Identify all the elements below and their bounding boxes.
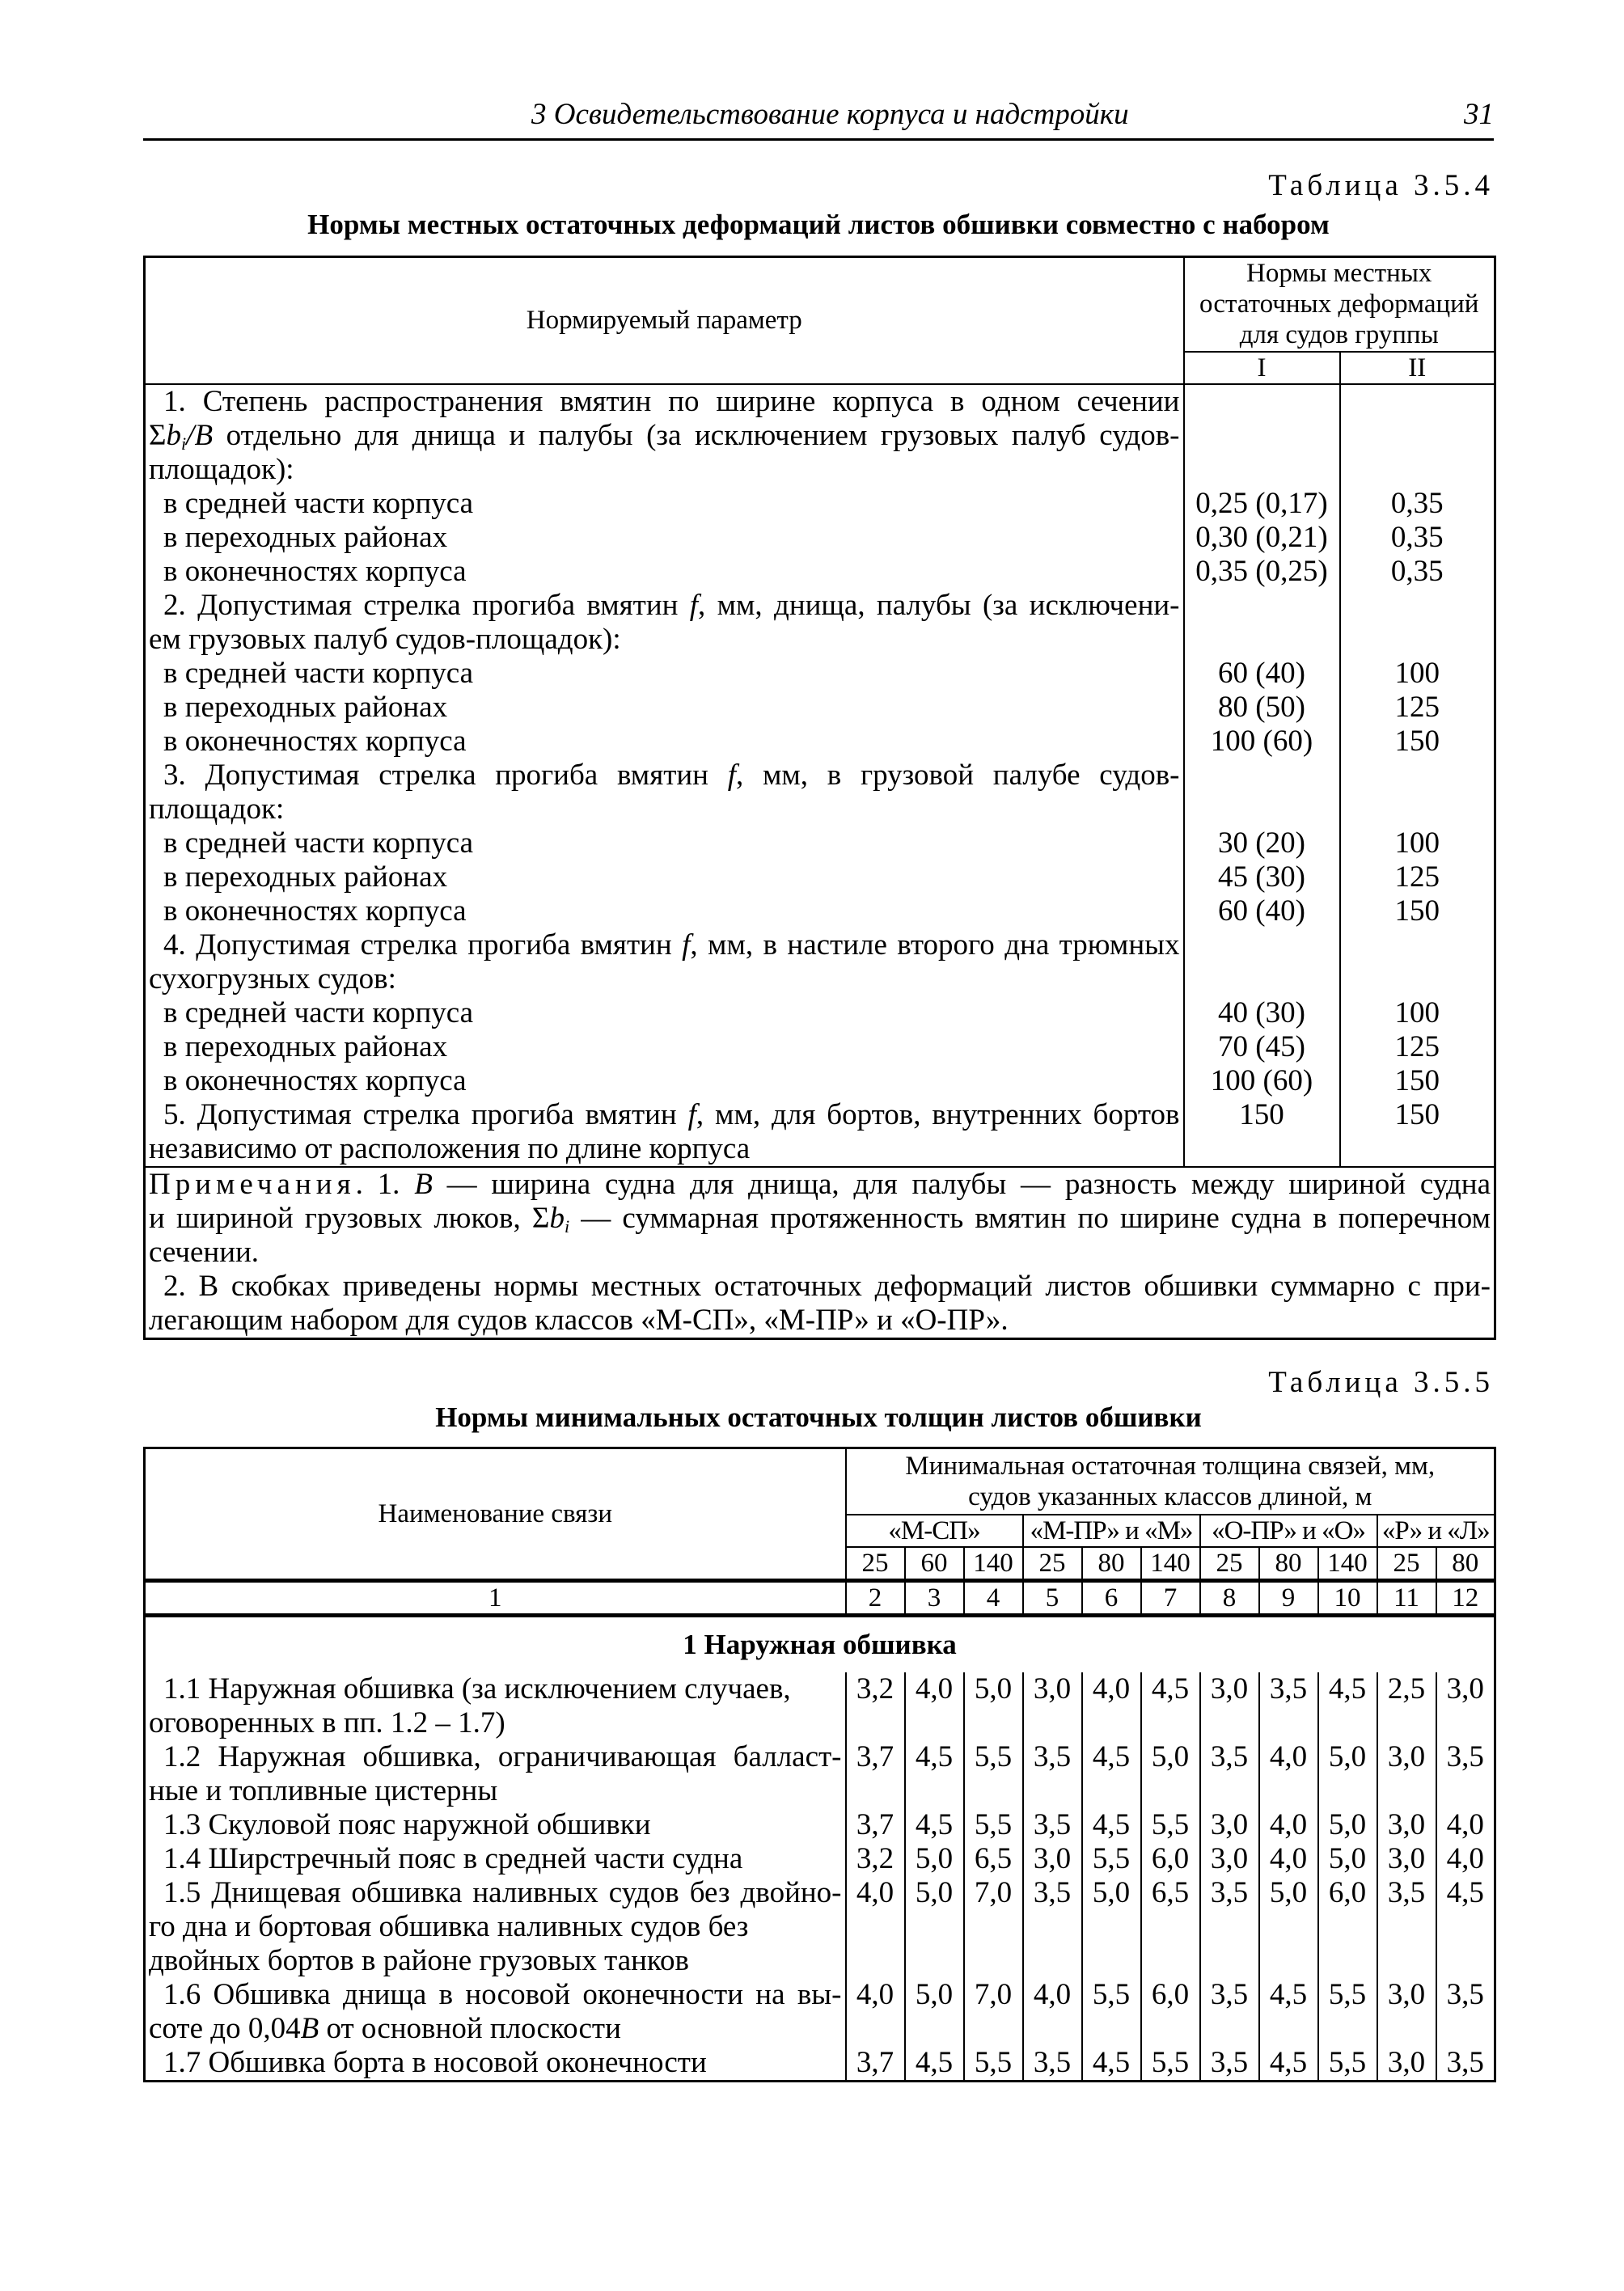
param-text: в оконечностях корпуса (163, 894, 467, 928)
group-1-value: 30 (20) (1184, 826, 1340, 860)
param-text: ем грузовых палуб судов-площадок): (149, 622, 621, 656)
thickness-value: 3,0 (1023, 1842, 1082, 1876)
thickness-value: 5,0 (1318, 1842, 1377, 1876)
table-row (145, 555, 1495, 589)
column-number: 3 (905, 1580, 964, 1615)
header-group-1: I (1184, 352, 1340, 384)
thickness-value: 3,5 (1023, 1740, 1082, 1808)
column-number: 1 (145, 1580, 846, 1615)
note-line: сечении. (149, 1235, 260, 1269)
group-2-value: 125 (1340, 1030, 1495, 1064)
thickness-value: 3,0 (1023, 1672, 1082, 1740)
group-1-value (1184, 419, 1340, 453)
table-row (145, 589, 1495, 623)
param-text: в оконечностях корпуса (163, 554, 467, 588)
table-row (145, 419, 1495, 453)
column-number: 8 (1200, 1580, 1259, 1615)
thickness-value: 3,0 (1377, 2046, 1436, 2082)
thickness-value: 4,5 (905, 1808, 964, 1842)
group-2-value: 125 (1340, 860, 1495, 894)
group-1-value (1184, 623, 1340, 657)
group-1-value (1184, 928, 1340, 962)
table-row (145, 1064, 1495, 1098)
name-line: двойных бортов в районе грузовых танков (149, 1943, 689, 1977)
thickness-value: 6,0 (1318, 1876, 1377, 1978)
table-row (145, 691, 1495, 725)
group-1-value (1184, 589, 1340, 623)
param-text: сухогрузных судов: (149, 962, 396, 995)
thickness-value: 3,5 (1436, 1740, 1495, 1808)
thickness-value: 5,5 (964, 2046, 1023, 2082)
thickness-value: 3,5 (1200, 1740, 1259, 1808)
name-line: соте до 0,04B от основной плоскости (149, 2011, 621, 2045)
thickness-value: 2,5 (1377, 1672, 1436, 1740)
table-row (145, 793, 1495, 826)
header-length: 80 (1082, 1547, 1141, 1581)
table-row (145, 759, 1495, 793)
param-text: 1. Степень распространения вмятин по ширине корпуса в одном сечении (163, 384, 1180, 418)
thickness-value: 5,0 (964, 1672, 1023, 1740)
group-2-value: 150 (1340, 1098, 1495, 1132)
thickness-value: 4,0 (1436, 1808, 1495, 1842)
thickness-value: 5,0 (905, 1978, 964, 2046)
name-line: 1.1 Наружная обшивка (за исключением случаев, (163, 1672, 791, 1706)
column-number: 7 (1141, 1580, 1200, 1615)
group-2-value: 0,35 (1340, 487, 1495, 521)
table-row (145, 1876, 1495, 1978)
thickness-value: 7,0 (964, 1876, 1023, 1978)
param-text: площадок: (149, 792, 285, 826)
table-row (145, 996, 1495, 1030)
name-line: ные и топливные цистерны (149, 1773, 498, 1807)
thickness-value: 5,0 (1318, 1740, 1377, 1808)
header-length: 25 (1377, 1547, 1436, 1581)
header-name: Наименование связи (145, 1448, 846, 1581)
page-number: 31 (1464, 98, 1494, 131)
group-2-value: 125 (1340, 691, 1495, 725)
thickness-value: 5,0 (1318, 1808, 1377, 1842)
running-header (143, 97, 1494, 141)
param-text: в переходных районах (163, 1029, 448, 1063)
thickness-value: 4,5 (1082, 2046, 1141, 2082)
group-1-value (1184, 384, 1340, 419)
column-number: 11 (1377, 1580, 1436, 1615)
header-class: «М-СП» (846, 1515, 1023, 1547)
table-row (145, 1030, 1495, 1064)
group-2-value: 0,35 (1340, 521, 1495, 555)
table-row (145, 826, 1495, 860)
deformation-norms-table (143, 256, 1496, 1340)
header-min-thickness: Минимальная остаточная толщина связей, мм, судов указанных классов длиной, м (846, 1448, 1495, 1515)
param-text: площадок): (149, 452, 294, 486)
thickness-value: 5,0 (1141, 1740, 1200, 1808)
table-row (145, 2046, 1495, 2082)
header-length: 25 (846, 1547, 905, 1581)
thickness-value: 4,5 (1259, 2046, 1318, 2082)
column-number: 10 (1318, 1580, 1377, 1615)
name-line: оговоренных в пп. 1.2 – 1.7) (149, 1706, 505, 1739)
thickness-value: 3,5 (1200, 2046, 1259, 2082)
thickness-value: 5,0 (1082, 1876, 1141, 1978)
thickness-value: 3,0 (1200, 1842, 1259, 1876)
thickness-value: 4,0 (1259, 1808, 1318, 1842)
param-text: независимо от расположения по длине корпуса (149, 1131, 751, 1165)
thickness-value: 3,7 (846, 1808, 905, 1842)
group-2-value (1340, 419, 1495, 453)
thickness-value: 4,5 (1436, 1876, 1495, 1978)
table-row (145, 521, 1495, 555)
param-text: 3. Допустимая стрелка прогиба вмятин f, мм, в грузовой палубе судов- (163, 758, 1180, 792)
param-text: $\Sigma b_i/B$ отдельно для днища и палубы (за исключением грузовых палуб судов- (149, 418, 1180, 453)
table-row (145, 1098, 1495, 1132)
group-2-value: 100 (1340, 826, 1495, 860)
table-title: Нормы минимальных остаточных толщин листов обшивки (435, 1401, 1202, 1433)
thickness-value: 4,0 (846, 1876, 905, 1978)
section-heading: 1 Наружная обшивка (683, 1628, 957, 1660)
thickness-value: 6,5 (964, 1842, 1023, 1876)
group-1-value: 100 (60) (1184, 725, 1340, 759)
table-row (145, 725, 1495, 759)
thickness-value: 5,5 (1082, 1842, 1141, 1876)
group-2-value (1340, 384, 1495, 419)
param-text: 4. Допустимая стрелка прогиба вмятин f, мм, в настиле второго дна трюмных (163, 928, 1180, 962)
group-1-value: 100 (60) (1184, 1064, 1340, 1098)
table-number: Таблица 3.5.5 (1268, 1366, 1494, 1399)
thickness-value: 3,5 (1436, 2046, 1495, 2082)
thickness-value: 3,0 (1200, 1672, 1259, 1740)
header-length: 60 (905, 1547, 964, 1581)
group-1-value: 70 (45) (1184, 1030, 1340, 1064)
param-text: в средней части корпуса (163, 995, 474, 1029)
thickness-value: 6,0 (1141, 1842, 1200, 1876)
thickness-value: 3,0 (1436, 1672, 1495, 1740)
thickness-value: 4,0 (1259, 1740, 1318, 1808)
group-1-value (1184, 759, 1340, 793)
table-row (145, 1132, 1495, 1167)
column-number: 4 (964, 1580, 1023, 1615)
thickness-value: 3,0 (1377, 1842, 1436, 1876)
group-1-value (1184, 1132, 1340, 1167)
table-row (145, 384, 1495, 419)
group-1-value (1184, 793, 1340, 826)
table-row (145, 928, 1495, 962)
table-row (145, 1842, 1495, 1876)
header-norms: Нормы местных остаточных деформаций для судов группы (1184, 257, 1495, 352)
thickness-value: 4,5 (905, 1740, 964, 1808)
param-text: в средней части корпуса (163, 486, 474, 520)
thickness-value: 4,0 (1023, 1978, 1082, 2046)
group-1-value: 60 (40) (1184, 894, 1340, 928)
table-row (145, 860, 1495, 894)
chapter-title: 3 Освидетельствование корпуса и надстройки (531, 98, 1129, 131)
thickness-value: 5,0 (905, 1876, 964, 1978)
group-1-value: 150 (1184, 1098, 1340, 1132)
thickness-value: 4,5 (1141, 1672, 1200, 1740)
group-1-value: 40 (30) (1184, 996, 1340, 1030)
thickness-value: 3,5 (1436, 1978, 1495, 2046)
group-2-value (1340, 928, 1495, 962)
thickness-value: 4,5 (1318, 1672, 1377, 1740)
thickness-value: 3,5 (1259, 1672, 1318, 1740)
thickness-value: 3,5 (1023, 2046, 1082, 2082)
thickness-value: 5,5 (1082, 1978, 1141, 2046)
name-line: 1.7 Обшивка борта в носовой оконечности (163, 2045, 707, 2079)
column-number: 9 (1259, 1580, 1318, 1615)
thickness-value: 3,5 (1200, 1876, 1259, 1978)
thickness-value: 5,5 (1141, 2046, 1200, 2082)
name-line: 1.4 Ширстречный пояс в средней части судна (163, 1841, 743, 1875)
thickness-value: 5,5 (1318, 2046, 1377, 2082)
header-class: «М-ПР» и «М» (1023, 1515, 1200, 1547)
group-1-value: 0,30 (0,21) (1184, 521, 1340, 555)
thickness-value: 5,5 (964, 1808, 1023, 1842)
note-line: 2. В скобках приведены нормы местных остаточных деформаций листов обшивки суммарно с при- (163, 1269, 1491, 1303)
param-text: в средней части корпуса (163, 826, 474, 860)
thickness-value: 3,0 (1377, 1808, 1436, 1842)
group-1-value: 0,35 (0,25) (1184, 555, 1340, 589)
table-row (145, 962, 1495, 996)
table-row (145, 453, 1495, 487)
column-number: 5 (1023, 1580, 1082, 1615)
name-line: 1.3 Скуловой пояс наружной обшивки (163, 1807, 651, 1841)
header-length: 25 (1023, 1547, 1082, 1581)
note-line: и шириной грузовых люков, $\Sigma b_i$ — суммарная протяженность вмятин по ширине судна в поперечном (149, 1201, 1491, 1236)
thickness-value: 3,0 (1377, 1978, 1436, 2046)
note-line: легающим набором для судов классов «М-СП», «М-ПР» и «О-ПР». (149, 1303, 1009, 1337)
group-2-value (1340, 962, 1495, 996)
param-text: в переходных районах (163, 520, 448, 554)
param-text: 5. Допустимая стрелка прогиба вмятин f, мм, для бортов, внутренних бортов (163, 1097, 1180, 1131)
thickness-value: 3,5 (1023, 1808, 1082, 1842)
thickness-value: 5,5 (1141, 1808, 1200, 1842)
table-title: Нормы местных остаточных деформаций листов обшивки совместно с набором (307, 209, 1330, 240)
header-length: 80 (1436, 1547, 1495, 1581)
thickness-value: 4,5 (1259, 1978, 1318, 2046)
name-line: го дна и бортовая обшивка наливных судов без (149, 1909, 749, 1943)
group-2-value: 0,35 (1340, 555, 1495, 589)
table-number: Таблица 3.5.4 (1268, 169, 1494, 202)
thickness-value: 4,5 (905, 2046, 964, 2082)
group-1-value: 80 (50) (1184, 691, 1340, 725)
header-group-2: II (1340, 352, 1495, 384)
header-length: 140 (964, 1547, 1023, 1581)
thickness-value: 5,0 (1259, 1876, 1318, 1978)
table-row (145, 894, 1495, 928)
group-2-value (1340, 759, 1495, 793)
table-row (145, 623, 1495, 657)
param-text: в оконечностях корпуса (163, 1063, 467, 1097)
note-line: Примечания. 1. B — ширина судна для днища, для палубы — разность между шириной судна (149, 1167, 1491, 1201)
thickness-value: 4,0 (905, 1672, 964, 1740)
group-2-value (1340, 589, 1495, 623)
thickness-value: 3,0 (1200, 1808, 1259, 1842)
thickness-value: 3,5 (1377, 1876, 1436, 1978)
group-2-value: 100 (1340, 657, 1495, 691)
name-line: 1.5 Днищевая обшивка наливных судов без двойно- (163, 1875, 842, 1909)
table-row (145, 657, 1495, 691)
thickness-value: 3,5 (1200, 1978, 1259, 2046)
thickness-value: 3,2 (846, 1672, 905, 1740)
group-2-value: 150 (1340, 725, 1495, 759)
thickness-value: 4,5 (1082, 1740, 1141, 1808)
group-2-value (1340, 623, 1495, 657)
table-row (145, 487, 1495, 521)
param-text: в средней части корпуса (163, 656, 474, 690)
group-1-value: 0,25 (0,17) (1184, 487, 1340, 521)
name-line: 1.2 Наружная обшивка, ограничивающая балласт- (163, 1739, 842, 1773)
thickness-value: 7,0 (964, 1978, 1023, 2046)
header-length: 80 (1259, 1547, 1318, 1581)
header-param: Нормируемый параметр (145, 257, 1184, 384)
table-row (145, 1978, 1495, 2046)
thickness-value: 3,0 (1377, 1740, 1436, 1808)
column-number: 6 (1082, 1580, 1141, 1615)
thickness-value: 5,0 (905, 1842, 964, 1876)
group-2-value: 100 (1340, 996, 1495, 1030)
name-line: 1.6 Обшивка днища в носовой оконечности на вы- (163, 1977, 842, 2011)
thickness-value: 3,7 (846, 1740, 905, 1808)
thickness-value: 4,0 (846, 1978, 905, 2046)
thickness-value: 4,5 (1082, 1808, 1141, 1842)
min-thickness-table (143, 1447, 1496, 2082)
group-2-value (1340, 793, 1495, 826)
group-1-value (1184, 453, 1340, 487)
thickness-value: 5,5 (964, 1740, 1023, 1808)
param-text: в оконечностях корпуса (163, 724, 467, 758)
param-text: в переходных районах (163, 690, 448, 724)
header-class: «Р» и «Л» (1377, 1515, 1495, 1547)
thickness-value: 4,0 (1082, 1672, 1141, 1740)
param-text: 2. Допустимая стрелка прогиба вмятин f, мм, днища, палубы (за исключени- (163, 588, 1180, 622)
header-length: 140 (1318, 1547, 1377, 1581)
param-text: в переходных районах (163, 860, 448, 894)
thickness-value: 5,5 (1318, 1978, 1377, 2046)
thickness-value: 4,0 (1436, 1842, 1495, 1876)
group-1-value: 60 (40) (1184, 657, 1340, 691)
table-row (145, 1808, 1495, 1842)
group-2-value (1340, 453, 1495, 487)
column-number: 2 (846, 1580, 905, 1615)
thickness-value: 3,2 (846, 1842, 905, 1876)
thickness-value: 6,0 (1141, 1978, 1200, 2046)
group-1-value: 45 (30) (1184, 860, 1340, 894)
header-length: 140 (1141, 1547, 1200, 1581)
header-class: «О-ПР» и «О» (1200, 1515, 1377, 1547)
column-number: 12 (1436, 1580, 1495, 1615)
thickness-value: 3,7 (846, 2046, 905, 2082)
table-row (145, 1672, 1495, 1740)
thickness-value: 3,5 (1023, 1876, 1082, 1978)
thickness-value: 4,0 (1259, 1842, 1318, 1876)
thickness-value: 6,5 (1141, 1876, 1200, 1978)
table-notes (145, 1167, 1495, 1339)
header-length: 25 (1200, 1547, 1259, 1581)
group-2-value: 150 (1340, 1064, 1495, 1098)
group-2-value: 150 (1340, 894, 1495, 928)
group-2-value (1340, 1132, 1495, 1167)
table-row (145, 1740, 1495, 1808)
group-1-value (1184, 962, 1340, 996)
